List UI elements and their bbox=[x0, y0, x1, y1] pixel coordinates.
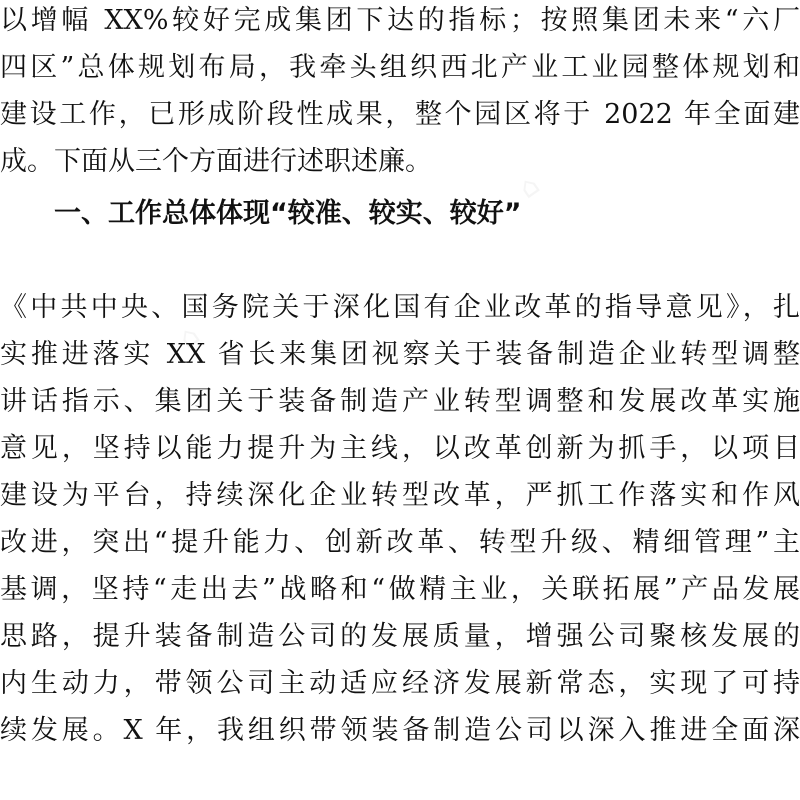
body-line-14: 思路，提升装备制造公司的发展质量，增强公司聚核发展的 bbox=[0, 621, 800, 652]
body-line-11: 建设为平台，持续深化企业转型改革，严抓工作落实和作风 bbox=[0, 480, 800, 511]
paragraph-intro-line bbox=[0, 238, 800, 284]
body-line-2: 四区”总体规划布局，我牵头组织西北产业工业园整体规划和 bbox=[0, 52, 800, 83]
body-line-13: 基调，坚持“走出去”战略和“做精主业，关联拓展”产品发展 bbox=[0, 574, 800, 605]
body-line-7: 《中共中央、国务院关于深化国有企业改革的指导意见》，扎 bbox=[0, 292, 800, 323]
body-line-8: 实推进落实 XX 省长来集团视察关于装备制造企业转型调整 bbox=[0, 339, 800, 370]
body-line-10: 意见，坚持以能力提升为主线，以改革创新为抓手，以项目 bbox=[0, 433, 800, 464]
body-line-12: 改进，突出“提升能力、创新改革、转型升级、精细管理”主 bbox=[0, 527, 800, 558]
body-line-3: 建设工作，已形成阶段性成果，整个园区将于 2022 年全面建 bbox=[0, 99, 800, 130]
section-heading: 一、工作总体体现“较准、较实、较好” bbox=[54, 198, 522, 229]
body-line-16: 续发展。X 年，我组织带领装备制造公司以深入推进全面深 bbox=[0, 715, 800, 746]
body-line-1: 以增幅 XX%较好完成集团下达的指标；按照集团未来“六厂 bbox=[0, 5, 800, 36]
body-line-15: 内生动力，带领公司主动适应经济发展新常态，实现了可持 bbox=[0, 668, 800, 699]
body-line-9: 讲话指示、集团关于装备制造产业转型调整和发展改革实施 bbox=[0, 386, 800, 417]
body-line-4: 成。下面从三个方面进行述职述廉。 bbox=[0, 146, 432, 177]
